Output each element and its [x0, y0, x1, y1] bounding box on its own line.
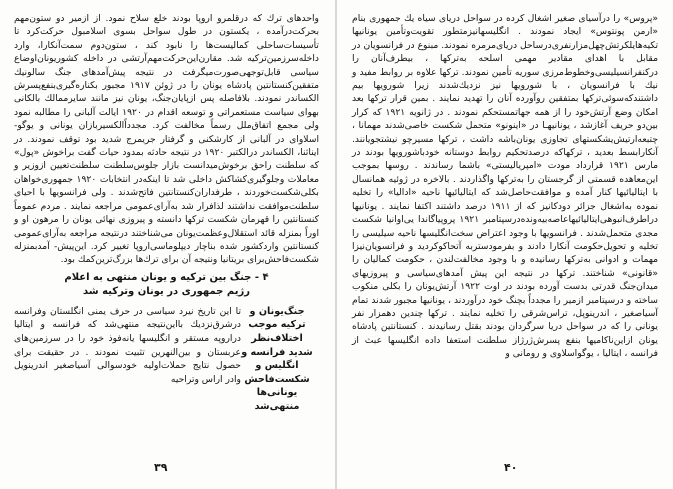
- section-heading: [14, 271, 319, 299]
- section-heading-line-1: ۴ - جنگ بین تركیه و یونان منتهی به اعلام: [64, 271, 269, 283]
- left-page: [14, 12, 320, 474]
- section-heading-line-2: رژیم جمهوری در یونان وتركیه شد: [83, 285, 250, 297]
- margin-note: جنگ‌یونان و تركیه موجب اختلاف‌نظر شدید فرانسه و انگلیس و شكست‌فاحش یونانی‌ها منتهی‌شد: [241, 305, 313, 412]
- left-page-number: ۳۹: [154, 461, 168, 474]
- left-page-body: واحدهای ترك كه درقلمرو اروپا بودند خلع سلاح نمود. از ازمیر دو ستون‌مهم بحركت‌درآمده ، یكستون در طول سواحل بسوی اسلامبول حركت‌كرد تا تأسیسات‌ساحلی كمالیست‌ها را نابود كند ، ستون‌دوم سمت‌آنكارا، وارد داخله‌سرزمین‌تركیه شد. مقارن‌این‌حركت‌مهم‌آرتشی در داخله كشوریونان‌اوضاع سیاسی قابل‌توجهی‌صورت‌میگرفت در نتیجه پیش‌آمدهای جنگ سالونیك متفقین‌كنستانتین پادشاه یونان را در ژوئن ۱۹۱۷ مجبور بكناره‌گیری‌بنفع‌پسرش الكساندر نمودند. بلافاصله پس ازپایان‌جنگ، یونان نیز مانند سایرممالك بالكانی بهوای سیاست مستعمراتی و توسعه اقدام در ۱۹۲۰ ایالت آلبانی را مطالبه نمود ولی مجمع اتفاق‌ملل رسماً مخالفت كرد. مجدداًالكسیربازان یونانی و یوگو- اسلاوای در آلبانی از كارشكنی و گرفتار جریمرج شدید بود توقف نمودند. در اینا‌ثنا، الكساندر درالكتبر ۱۹۲۰ در نتیجه حادثه بمدود حیات گفت براخوش ‌«پول» كه سلطنت راحق برخوش‌میدانست ‌بازار جلوس‌سلطنت سلطنت‌تعیین ‌ازوزیر و معاملات ‌وجلوگیری‌كشاكش داخلی شد تا اینكه‌در انتخابات ۱۹۲۰ جمهوری‌خواهان بكلی‌شكست‌خوردند ، طرفداران‌كنستانتین فاتح‌شدند . ولی فرانسویها با احیای سلطنت‌موافقت نداشتند لذافرار شد به‌آرای‌عمومی مراجعه نمایند . مردم عموماً كنستانتین را قهرمان شكست تركها دانسته و پیروزی نهائی یونان را مرهون او و اوراً بمنزله قائد استقلال‌وعظمت‌یونان می‌شناختند درنتیجه مراجعه به‌آرای‌عمومی كنستانتین واردكشور شده بناچار دیپلوماسی‌اروپا تغییر كرد. این‌پیش- آمدبمنزله شكست‌فاحش‌برای بریتانیا ونتیجه آن برای ترك‌ها بزرگ‌ترین‌كمك بود.: [14, 13, 320, 266]
- section-columns: [14, 305, 319, 414]
- right-page-body: «پروس» را درآسیای صغیر اشغال كرده در سواحل دریای سیاه یك جمهوری بنام «ارمن پونتوس» ایجاد نمودند . انگلیسهانیزمتطور تقویت‌وتأمین یونانیها تكیه‌ها‌یلكرتش‌چهل‌مزارنفری‌درساحل دریای‌مرمره نمودند. مبنوع در فرانسویان در مقابل با اهدای مقادیر مهمی اسلحه بەتركها ، بیطرف‌آنان را دركنفرانسیلیسی‌وخطوط‌مرزی سوریه تأمین نمودند. تركها علاوه بر روابط مفید و نیك با فرانسویان ، با شورویها نیز نزدیك‌شدند زیرا شورویها بیم داشتندكه‌سوئی‌تركها بمتفقین روآورده آنان را تهدید نمایند . بمین قرار تركها بعد امكان وضع آرتش‌خود را از همه جهاتمستحكم نمودند . در ژانویه ۱۹۲۱ كه كرار بین‌دو حریف آغازشد ، یونانیهـا در «اینونو» متحمل شكست خاصی‌شدند مهمانا ، چتبعه‌ارتیش‌یشكستهای تجاوزی یونان‌باشه داشت‌ ، تركها مسیرچو نیشتجویانند. آنكارابسط بعدید ، تركهاكه درصدتحكیم روابط دوستانه خودباشورویها بودند در مارس ۱۹۲۱ قرارداد مودت «امپریالیستی» باشما رساندند . روسها بموجب این‌معاهده قسمتی از گرجستان را بەتركها واگذاردند . بالاخره در ژوئیه همانسال با ایتالیائیها كنار آمده و موافقت‌حاصل‌شد كه ایتالیائیها ناحیه «ادالیا» را تخلیه نموده بەاشغال جزائر دودكانیز كه از ۱۹۱۱ درصد داشتند اكتفا نمایند . یونانیها دراطرف‌انبوهی‌ایتالیائیهاعاصه‌بیه‌ونده‌درسپتامبر ۱۹۲۱ پروپیاگاندا یی‌اوانیا شكست مجدی متحمل‌شدند . فرانسویها با وجود اعتراض سخت‌انگلیسها ‌ناحیه سیلیسی را تخلیه و تحویل‌حكومت آنكارا دادند و بفرمودستربه آ‌تحاكوكردید و فرانسویان‌نیزا مهمات و ادوانی بەتركها رسانیده و با وجود مخالفت‌لندن ، حكومت كمالیان را ‌«قانونی» شناختند. تركها در نتیجه این پیش آمدهای‌سیاسی و پیروزیهای میدان‌جنگ قدرتی بدست آورده بودند در اوت ۱۹۲۲ آرتش‌یونان را بكلی منكوب ساخته و درسپتامبر ازمیر را مجدداً بچنگ خود درآوردند ، یونانیها مجبور شدند تمام آسیاصغیر ، اندرینوپل، تراس‌شرقی را تخلیه نمایند . تركها چندین دهمزار نفر یونانی را كه در سواحل دریا سرگردان بودند بقتل رسانیدند . كنستانتین پادشاه یونان ازاین‌نا‌كامیها بنفع پسرش‌ژرژاز سلطنت استعفا داده انگلیسها عبث از فرانسه ، ایتالیا ، یوگواسلاوی و رومانی و: [352, 13, 659, 360]
- book-gutter: [335, 0, 337, 489]
- section-body-text: تا این تاریخ نیرد سیاسی در حرف یمنی انگلستان وفرانسه درشرق‌نزدیك بااین‌نتیجه منتهی‌شد كه فرانسه و ایتالیا دراروپه مستقر و انگلیسها یانه‌فوذ خود را در سرزمین‌های عربستان و بین‌النهرین تثبیت نمودند . در حقیقت برای حصول نتایج حملات‌اولیه خودسوالی آسیاصغیر اندرینویل وادر اراس وتراحیه: [14, 305, 241, 385]
- right-page-number: ۴۰: [504, 461, 518, 474]
- right-page: [352, 12, 659, 474]
- section-body-column: [14, 305, 241, 414]
